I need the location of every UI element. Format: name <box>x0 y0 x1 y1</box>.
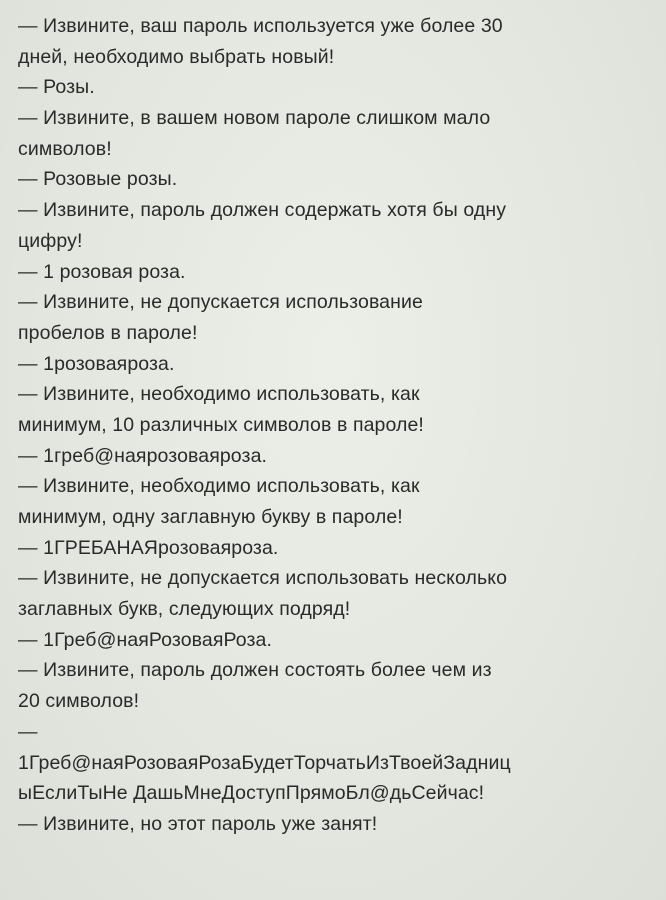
text-line: — Извините, пароль должен состоять более чем из <box>18 659 492 682</box>
text-line: — Извините, но этот пароль уже занят! <box>18 812 378 835</box>
text-line: — Извините, не допускается использовать несколько <box>18 567 508 590</box>
text-line: заглавных букв, следующих подряд! <box>18 598 351 621</box>
text-line: — Розы. <box>18 76 95 99</box>
text-line: 1Греб@наяРозоваяРозаБудетТорчатьИзТвоейЗадниц <box>18 751 511 774</box>
text-line: — Извините, в вашем новом пароле слишком мало <box>18 107 491 130</box>
text-line: — Извините, не допускается использование <box>18 291 423 314</box>
text-line: — 1ГРЕБАНАЯрозоваяроза. <box>18 536 279 559</box>
text-line: — Извините, необходимо использовать, как <box>18 475 420 498</box>
text-line: — 1Греб@наяРозоваяРоза. <box>18 628 273 651</box>
text-line: символов! <box>18 137 112 160</box>
text-line: — 1 розовая роза. <box>18 260 186 283</box>
text-line: — 1розоваяроза. <box>18 352 175 375</box>
text-line: дней, необходимо выбрать новый! <box>18 45 335 68</box>
text-line: — Извините, ваш пароль используется уже более 30 <box>18 15 503 37</box>
text-line: минимум, одну заглавную букву в пароле! <box>18 506 403 528</box>
text-line: ыЕслиТыНе ДашьМнеДоступПрямоБл@дьСейчас! <box>18 782 485 805</box>
text-line: минимум, 10 различных символов в пароле! <box>18 413 424 436</box>
text-line: цифру! <box>18 229 83 252</box>
text-line: пробелов в пароле! <box>18 321 198 344</box>
text-line: — Извините, необходимо использовать, как <box>18 383 420 406</box>
text-line: — Извините, пароль должен содержать хотя бы одну <box>18 199 507 222</box>
text-line: 20 символов! <box>18 690 140 713</box>
text-line: — <box>18 720 38 743</box>
text-line: — Розовые розы. <box>18 168 178 191</box>
text-line: — 1греб@наярозоваяроза. <box>18 444 268 467</box>
